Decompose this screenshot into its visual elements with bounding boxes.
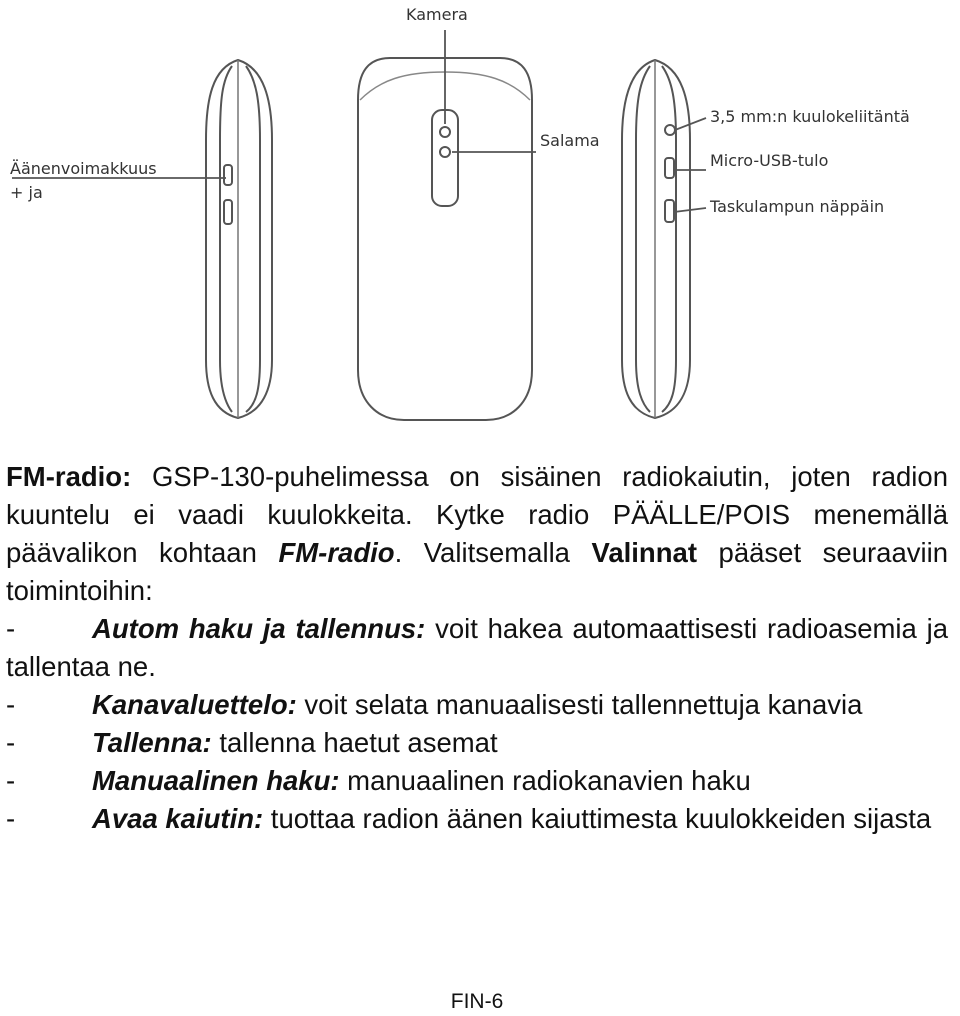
phone-left-side-view (206, 60, 272, 418)
headphone-label: 3,5 mm:n kuulokeliitäntä (710, 107, 910, 126)
intro-text-1: GSP-130-puhelimessa on sisäinen radiokaiutin, joten radion kuuntelu ei vaadi kuulokkeita. Kytke radio PÄÄLLE/POIS menemällä päävalikon kohtaan (6, 461, 948, 568)
list-dash: - (6, 727, 16, 758)
volume-label-line2: + ja (10, 183, 43, 202)
intro-paragraph (6, 458, 948, 610)
list-item-text: voit selata manuaalisesti tallennettuja kanavia (296, 689, 863, 720)
options-ref: Valinnat (591, 537, 697, 568)
list-item-text: tuottaa radion äänen kaiuttimesta kuulokkeiden sijasta (263, 803, 932, 834)
list-dash: - (6, 803, 16, 834)
camera-label: Kamera (406, 5, 468, 24)
fm-radio-description (6, 458, 948, 838)
list-item (6, 762, 948, 800)
list-item-title: Kanavaluettelo: (92, 689, 297, 720)
usb-label: Micro-USB-tulo (710, 151, 829, 170)
flash-label: Salama (540, 131, 600, 150)
page-number: FIN-6 (450, 990, 504, 1013)
phone-right-side-view (622, 60, 690, 418)
intro-text-3: pääset seuraaviin toimintoihin: (6, 537, 948, 606)
list-dash: - (6, 765, 16, 796)
list-item-text: voit hakea automaattisesti radioasemia ja tallentaa ne. (6, 613, 948, 682)
list-item-title: Avaa kaiutin: (92, 803, 264, 834)
list-item-title: Tallenna: (92, 727, 212, 758)
list-item-text: tallenna haetut asemat (211, 727, 498, 758)
list-item (6, 800, 948, 838)
list-item (6, 724, 948, 762)
intro-text-2: . Valitsemalla (394, 537, 592, 568)
list-item-title: Autom haku ja tallennus: (92, 613, 426, 644)
list-dash: - (6, 613, 16, 644)
phone-diagram (0, 0, 960, 440)
list-item (6, 686, 948, 724)
page-footer (0, 990, 960, 1014)
list-item-title: Manuaalinen haku: (92, 765, 340, 796)
list-item-text: manuaalinen radiokanavien haku (339, 765, 751, 796)
fm-radio-menu-ref: FM-radio (278, 537, 395, 568)
list-item (6, 610, 948, 686)
volume-label-line1: Äänenvoimakkuus (10, 159, 157, 178)
flashlight-label: Taskulampun näppäin (710, 197, 885, 216)
list-dash: - (6, 689, 16, 720)
fm-radio-heading: FM-radio: (6, 461, 132, 492)
